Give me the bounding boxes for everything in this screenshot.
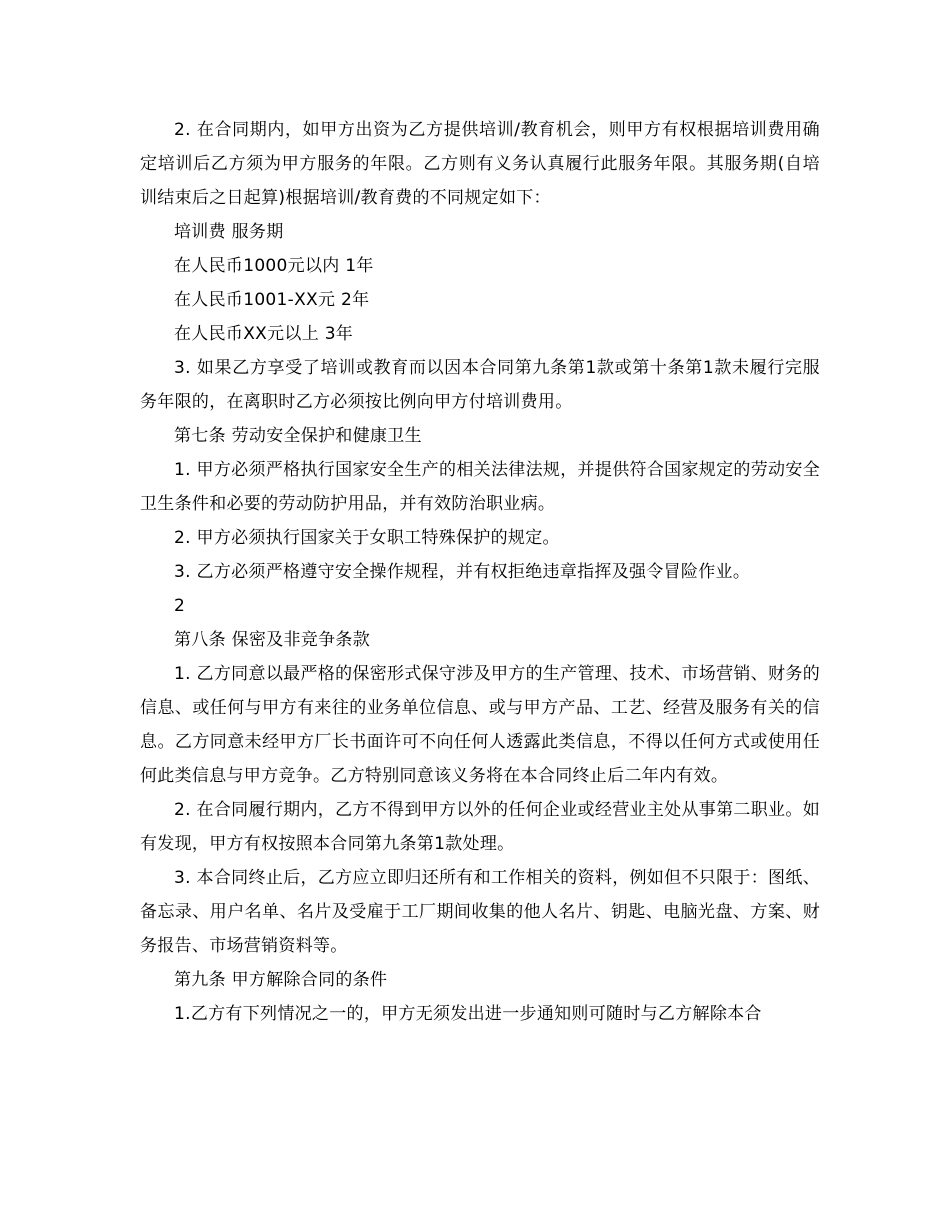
article-7-clause-1: 1. 甲方必须严格执行国家安全生产的相关法律法规，并提供符合国家规定的劳动安全卫生条件和必要的劳动防护用品，并有效防治职业病。 bbox=[140, 460, 820, 514]
paragraph-training-refund: 3. 如果乙方享受了培训或教育而以因本合同第九条第1款或第十条第1款未履行完服务年限的，在离职时乙方必须按比例向甲方付培训费用。 bbox=[140, 358, 820, 412]
article-7-clause-2: 2. 甲方必须执行国家关于女职工特殊保护的规定。 bbox=[174, 528, 560, 548]
training-fee-row-2: 在人民币1001-XX元 2年 bbox=[174, 290, 370, 310]
training-fee-row-3: 在人民币XX元以上 3年 bbox=[174, 324, 354, 344]
article-7-heading: 第七条 劳动安全保护和健康卫生 bbox=[174, 426, 422, 446]
article-8-clause-1: 1. 乙方同意以最严格的保密形式保守涉及甲方的生产管理、技术、市场营销、财务的信息、或任何与甲方有来往的业务单位信息、或与甲方产品、工艺、经营及服务有关的信息。乙方同意未经甲方厂长书面许可不向任何人透露此类信息，不得以任何方式或使用任何此类信息与甲方竞争。乙方特别同意该义务将在本合同终止后二年内有效。 bbox=[140, 664, 820, 786]
article-8-clause-3: 3. 本合同终止后，乙方应立即归还所有和工作相关的资料，例如但不只限于：图纸、备忘录、用户名单、名片及受雇于工厂期间收集的他人名片、钥匙、电脑光盘、方案、财务报告、市场营销资料等。 bbox=[140, 868, 820, 956]
training-fee-row-1: 在人民币1000元以内 1年 bbox=[174, 256, 374, 276]
article-8-heading: 第八条 保密及非竞争条款 bbox=[174, 630, 371, 650]
article-8-clause-2: 2. 在合同履行期内，乙方不得到甲方以外的任何企业或经营业主处从事第二职业。如有发现，甲方有权按照本合同第九条第1款处理。 bbox=[140, 800, 820, 854]
paragraph-training-service-term: 2. 在合同期内，如甲方出资为乙方提供培训/教育机会，则甲方有权根据培训费用确定培训后乙方须为甲方服务的年限。乙方则有义务认真履行此服务年限。其服务期(自培训结束后之日起算)根据培训/教育费的不同规定如下： bbox=[140, 120, 820, 208]
article-9-clause-1: 1.乙方有下列情况之一的，甲方无须发出进一步通知则可随时与乙方解除本合 bbox=[174, 1004, 762, 1024]
page-number: 2 bbox=[174, 596, 186, 616]
article-9-heading: 第九条 甲方解除合同的条件 bbox=[174, 970, 388, 990]
table-header-line: 培训费 服务期 bbox=[174, 222, 284, 242]
article-7-clause-3: 3. 乙方必须严格遵守安全操作规程，并有权拒绝违章指挥及强令冒险作业。 bbox=[174, 562, 751, 582]
document-body bbox=[140, 113, 820, 1031]
